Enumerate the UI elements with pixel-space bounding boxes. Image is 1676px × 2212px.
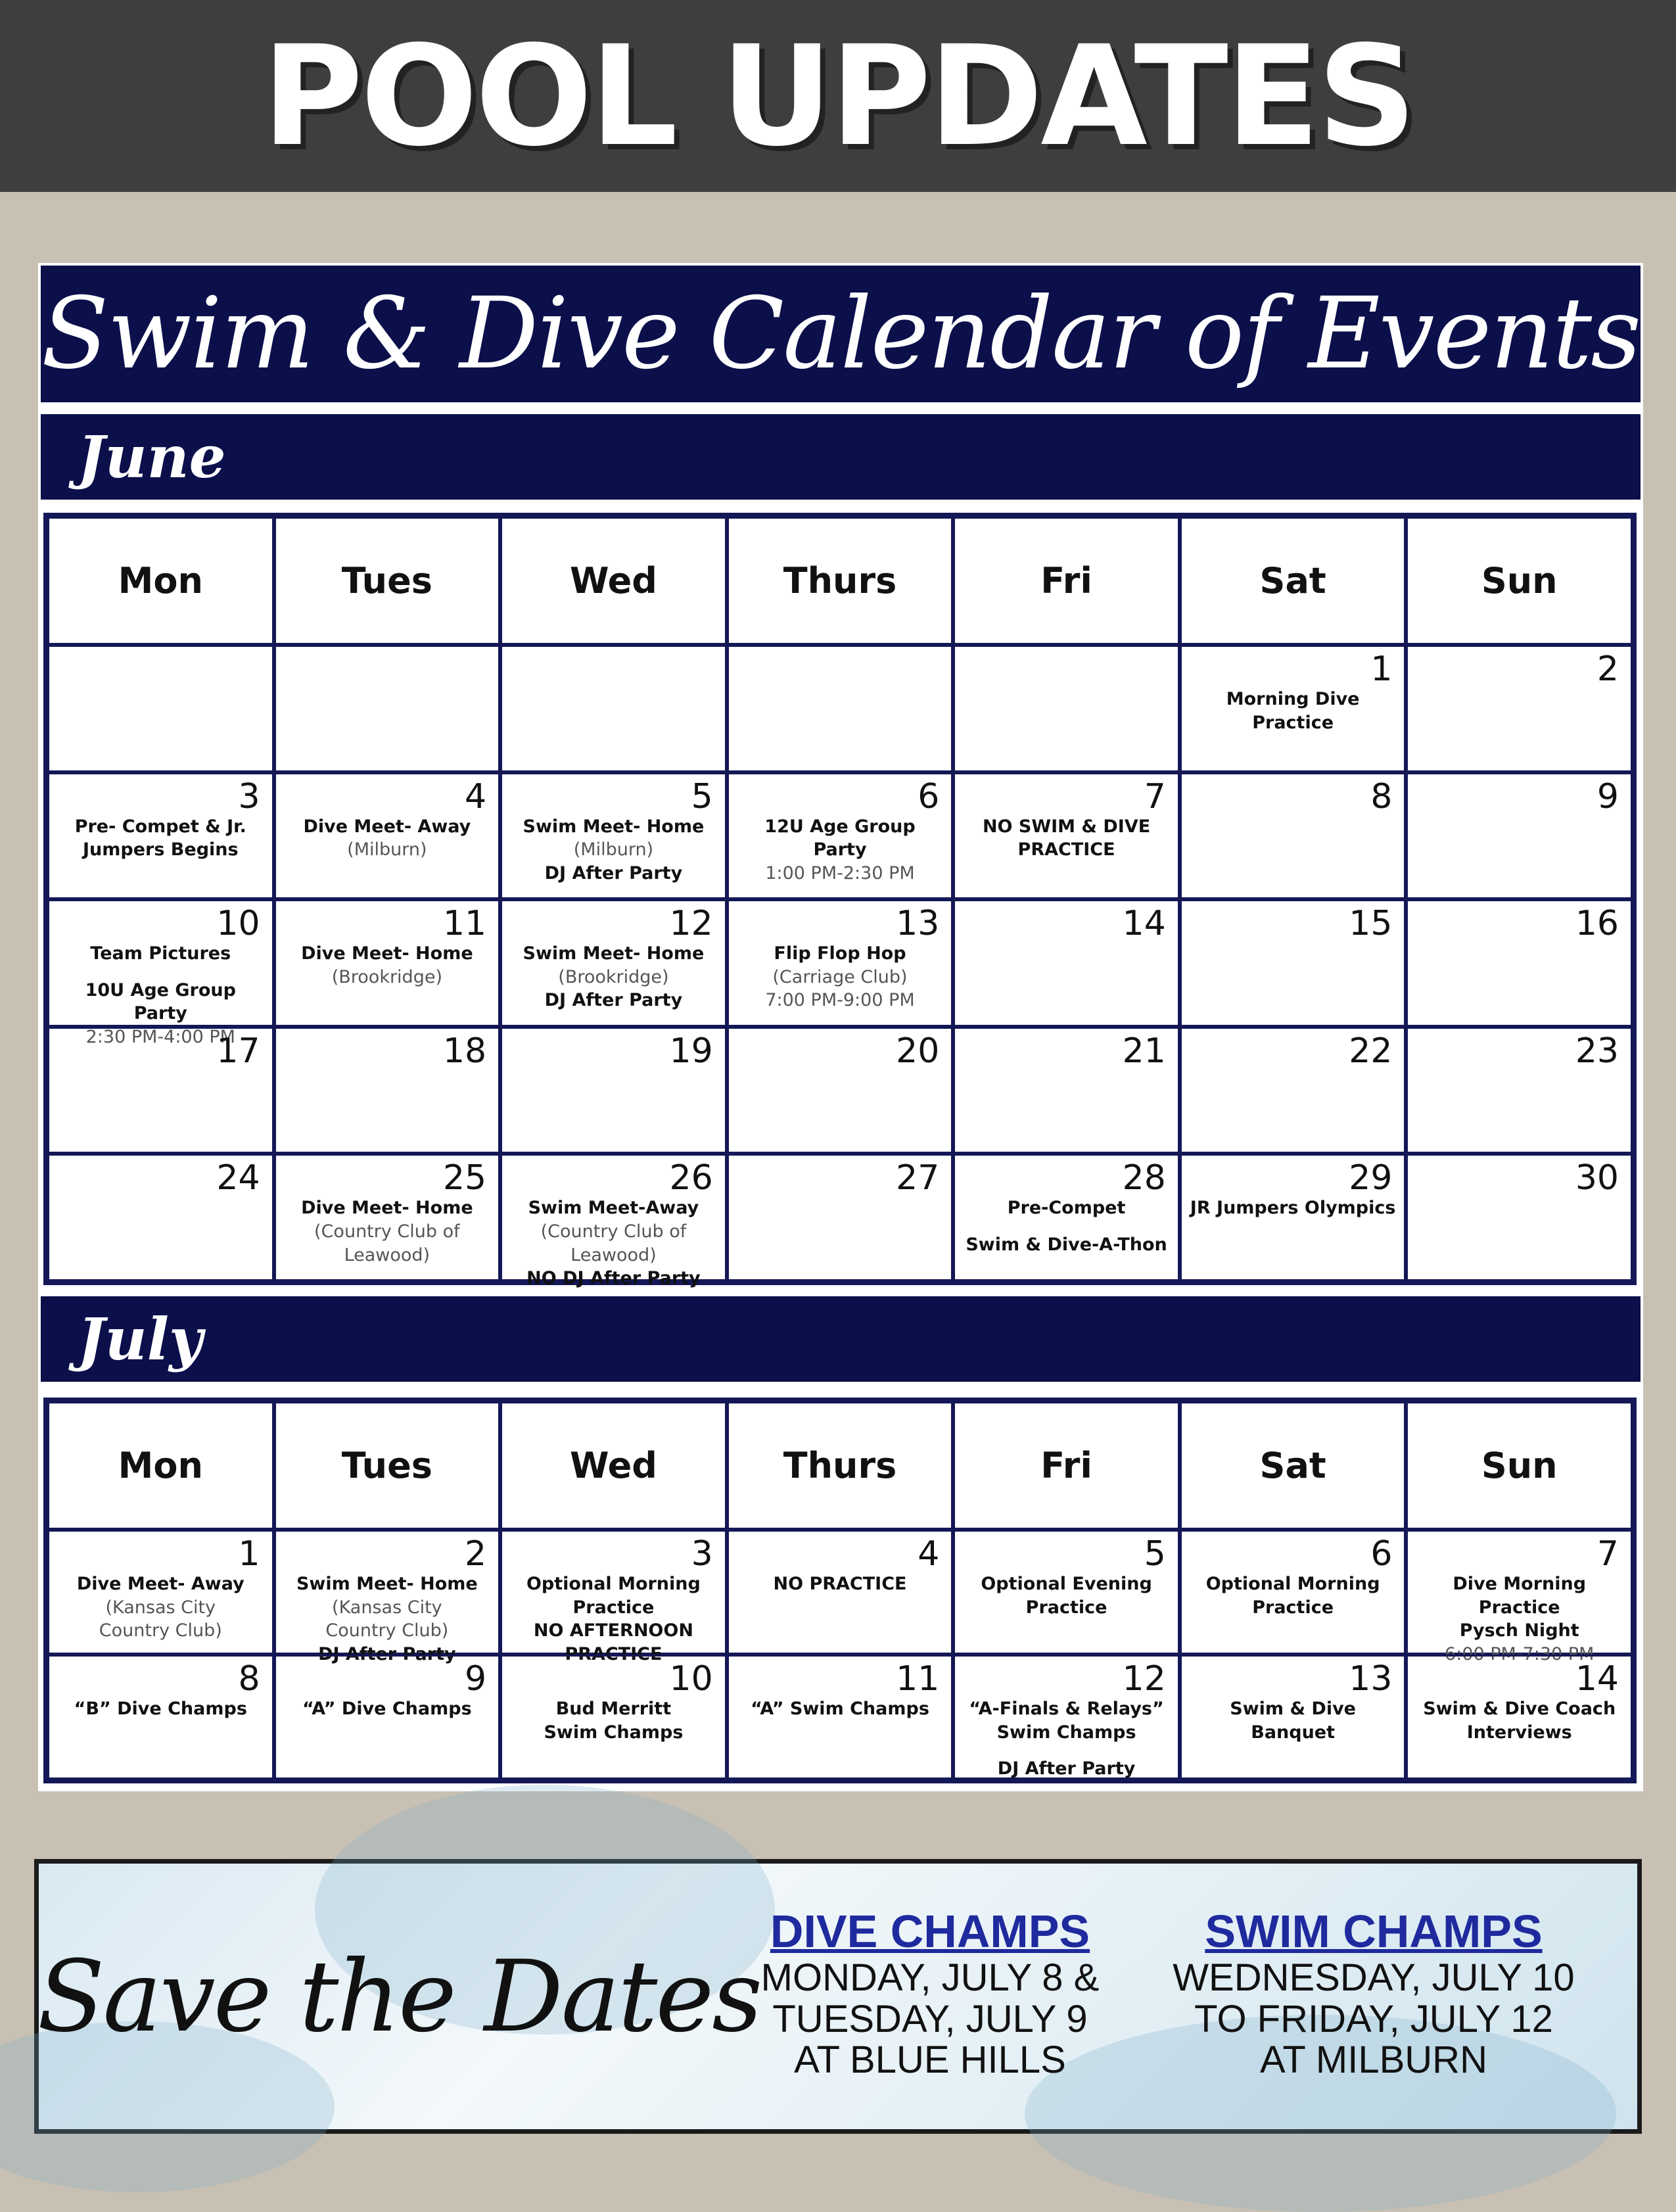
- calendar-day-cell: [274, 1154, 501, 1281]
- day-number: 4: [465, 776, 487, 816]
- event-text: Dive Meet- Home: [301, 1198, 473, 1219]
- event-text: Optional Morning: [526, 1574, 701, 1594]
- event-list: [1188, 688, 1398, 734]
- event-text: 12U Age Group Party: [764, 816, 916, 860]
- event-text: Swim Champs: [996, 1722, 1136, 1743]
- day-number: 25: [442, 1158, 487, 1198]
- day-number: 10: [216, 904, 260, 944]
- calendar-day-cell: [500, 1154, 727, 1289]
- june-calendar-grid: [43, 513, 1637, 1289]
- calendar-day-cell: [953, 1655, 1180, 1779]
- calendar-day-cell: [47, 772, 274, 900]
- day-number: 13: [896, 904, 940, 944]
- event-text: Swim Meet- Home: [523, 816, 705, 837]
- event-text: Team Pictures: [90, 943, 231, 964]
- event-text: DJ After Party: [544, 990, 683, 1011]
- event-list: [735, 942, 945, 1012]
- event-text: DJ After Party: [997, 1758, 1136, 1779]
- event-list: [1414, 1697, 1624, 1744]
- day-number: 20: [896, 1031, 940, 1071]
- calendar-day-cell: [47, 1027, 274, 1154]
- event-text: Swim & Dive: [1230, 1699, 1356, 1719]
- day-number: 12: [669, 904, 713, 944]
- day-number: 6: [918, 776, 940, 816]
- calendar-day-cell: [274, 1655, 501, 1779]
- event-text: 6:00 PM-7:30 PM: [1445, 1643, 1595, 1664]
- calendar-day-cell: [1180, 1154, 1407, 1281]
- event-text: Practice: [1252, 1597, 1334, 1618]
- july-label: July: [78, 1305, 203, 1373]
- event-text: Dive Meet- Away: [76, 1574, 244, 1594]
- event-text: (Milburn): [347, 839, 427, 860]
- day-number: 28: [1122, 1158, 1166, 1198]
- day-number: 9: [1596, 776, 1619, 816]
- calendar-day-cell: [953, 1154, 1180, 1281]
- calendar-day-cell: [1180, 1655, 1407, 1779]
- event-text: PRACTICE: [1017, 839, 1115, 860]
- calendar-day-cell: [1180, 1027, 1407, 1154]
- day-header-mon: Mon: [47, 517, 274, 645]
- page-title: POOL UPDATES: [262, 15, 1414, 177]
- calendar-day-cell: [274, 1027, 501, 1154]
- swim-champs-line: WEDNESDAY, JULY 10: [1173, 1956, 1575, 1999]
- day-number: 14: [1575, 1659, 1619, 1699]
- calendar-day-cell: [47, 899, 274, 1048]
- calendar-day-cell: [47, 645, 274, 772]
- day-number: 21: [1122, 1031, 1166, 1071]
- event-text: Leawood): [570, 1244, 657, 1265]
- event-text: NO DJ After Party: [526, 1268, 701, 1289]
- day-number: 2: [1596, 649, 1619, 689]
- event-text: Dive Meet- Away: [303, 816, 471, 837]
- event-text: (Brookridge): [331, 966, 442, 987]
- event-list: [509, 1697, 718, 1744]
- event-text: DJ After Party: [544, 862, 683, 883]
- day-number: 29: [1349, 1158, 1393, 1198]
- event-text: Bud Merritt: [555, 1699, 672, 1719]
- calendar-day-cell: [953, 1027, 1180, 1154]
- calendar-day-cell: [953, 772, 1180, 900]
- calendar-day-cell: [953, 899, 1180, 1027]
- event-text: Morning Dive Practice: [1226, 689, 1360, 733]
- event-text: Dive Morning Practice: [1453, 1574, 1587, 1618]
- event-list: [1188, 1572, 1398, 1619]
- calendar-day-cell: [500, 645, 727, 772]
- day-number: 12: [1122, 1659, 1166, 1699]
- day-number: 15: [1349, 904, 1393, 944]
- event-text: Optional Morning: [1205, 1574, 1380, 1594]
- day-header-thurs: Thurs: [727, 517, 954, 645]
- calendar-day-cell: [953, 645, 1180, 772]
- event-text: (Kansas City: [332, 1597, 442, 1618]
- event-list: [509, 815, 718, 885]
- day-number: 23: [1575, 1031, 1619, 1071]
- day-number: 17: [216, 1031, 260, 1071]
- day-number: 1: [238, 1534, 260, 1574]
- day-header-tues: Tues: [274, 1401, 501, 1530]
- day-number: 13: [1349, 1659, 1393, 1699]
- day-header-sun: Sun: [1406, 517, 1633, 645]
- dive-champs-line: AT BLUE HILLS: [794, 2038, 1066, 2082]
- day-number: 1: [1370, 649, 1393, 689]
- event-list: [962, 1697, 1171, 1781]
- event-text: “A-Finals & Relays”: [969, 1699, 1164, 1719]
- calendar-day-cell: [1180, 1530, 1407, 1655]
- day-header-sat: Sat: [1180, 1401, 1407, 1530]
- day-number: 10: [669, 1659, 713, 1699]
- calendar-day-cell: [500, 1655, 727, 1779]
- event-text: NO AFTERNOON: [533, 1620, 693, 1641]
- day-number: 7: [1596, 1534, 1619, 1574]
- event-text: Swim Champs: [544, 1722, 684, 1743]
- swim-champs-line: AT MILBURN: [1260, 2038, 1487, 2082]
- event-list: [283, 1697, 492, 1721]
- day-number: 7: [1144, 776, 1166, 816]
- event-text: Pre- Compet & Jr.: [74, 816, 246, 837]
- event-text: PRACTICE: [565, 1643, 663, 1664]
- calendar-day-cell: [1406, 1655, 1633, 1779]
- event-text: 2:30 PM-4:00 PM: [85, 1027, 235, 1048]
- event-text: (Kansas City: [105, 1597, 216, 1618]
- event-text: “A” Swim Champs: [751, 1699, 929, 1719]
- swim-champs-line: TO FRIDAY, JULY 12: [1194, 1997, 1553, 2040]
- day-number: 5: [691, 776, 713, 816]
- calendar-day-cell: [500, 1530, 727, 1664]
- day-header-mon: Mon: [47, 1401, 274, 1530]
- event-list: [735, 1572, 945, 1596]
- event-text: Swim Meet-Away: [528, 1198, 699, 1219]
- calendar-day-cell: [1406, 772, 1633, 900]
- day-number: 26: [669, 1158, 713, 1198]
- dive-champs-block: [716, 1905, 1144, 2081]
- calendar-day-cell: [500, 772, 727, 900]
- day-header-fri: Fri: [953, 517, 1180, 645]
- event-text: (Milburn): [573, 839, 654, 860]
- day-number: 8: [1370, 776, 1393, 816]
- calendar-day-cell: [274, 645, 501, 772]
- calendar-day-cell: [500, 1027, 727, 1154]
- event-text: Banquet: [1251, 1722, 1336, 1743]
- event-text: Leawood): [344, 1244, 431, 1265]
- dive-champs-heading: DIVE CHAMPS: [770, 1906, 1090, 1957]
- event-list: [56, 815, 266, 862]
- calendar-day-cell: [47, 1154, 274, 1281]
- calendar-day-cell: [1406, 899, 1633, 1027]
- event-text: 7:00 PM-9:00 PM: [765, 990, 915, 1011]
- day-header-fri: Fri: [953, 1401, 1180, 1530]
- dive-champs-line: TUESDAY, JULY 9: [772, 1997, 1088, 2040]
- event-list: [509, 1196, 718, 1290]
- day-number: 18: [442, 1031, 487, 1071]
- calendar-day-cell: [1180, 645, 1407, 772]
- event-list: [283, 1572, 492, 1666]
- calendar-day-cell: [47, 1655, 274, 1779]
- event-text: Swim & Dive-A-Thon: [966, 1235, 1167, 1256]
- event-text: Dive Meet- Home: [301, 943, 473, 964]
- calendar-day-cell: [727, 1027, 954, 1154]
- event-text: Interviews: [1466, 1722, 1572, 1743]
- event-list: [509, 942, 718, 1012]
- june-label: June: [78, 423, 226, 491]
- save-the-dates-title: Save the Dates: [37, 1940, 761, 2054]
- calendar-day-cell: [1406, 1154, 1633, 1281]
- day-number: 30: [1575, 1158, 1619, 1198]
- event-text: Flip Flop Hop: [774, 943, 906, 964]
- calendar-day-cell: [727, 1530, 954, 1655]
- event-list: [962, 1572, 1171, 1619]
- event-text: Country Club): [99, 1620, 222, 1641]
- calendar-day-cell: [500, 899, 727, 1027]
- event-text: “A” Dive Champs: [302, 1699, 472, 1719]
- event-list: [283, 815, 492, 862]
- day-number: 4: [918, 1534, 940, 1574]
- event-text: Swim & Dive Coach: [1423, 1699, 1616, 1719]
- calendar-day-cell: [1406, 1027, 1633, 1154]
- event-text: DJ After Party: [318, 1643, 456, 1664]
- event-list: [283, 942, 492, 989]
- event-text: Pre-Compet: [1007, 1198, 1126, 1219]
- event-list: [56, 1572, 266, 1643]
- event-text: (Brookridge): [558, 966, 669, 987]
- swim-champs-block: [1150, 1905, 1597, 2081]
- event-text: Practice: [572, 1597, 655, 1618]
- calendar-day-cell: [274, 1530, 501, 1664]
- day-number: 22: [1349, 1031, 1393, 1071]
- event-text: NO SWIM & DIVE: [982, 816, 1151, 837]
- day-number: 2: [465, 1534, 487, 1574]
- event-list: [962, 1196, 1171, 1256]
- day-number: 27: [896, 1158, 940, 1198]
- calendar-day-cell: [47, 1530, 274, 1655]
- day-number: 11: [442, 904, 487, 944]
- calendar-day-cell: [727, 645, 954, 772]
- july-calendar-grid: [43, 1398, 1637, 1783]
- calendar-day-cell: [1406, 645, 1633, 772]
- event-text: (Country Club of: [540, 1221, 687, 1242]
- day-number: 5: [1144, 1534, 1166, 1574]
- event-text: JR Jumpers Olympics: [1190, 1198, 1396, 1219]
- event-list: [283, 1196, 492, 1267]
- day-number: 9: [465, 1659, 487, 1699]
- swim-champs-heading: SWIM CHAMPS: [1205, 1906, 1543, 1957]
- event-text: Swim Meet- Home: [523, 943, 705, 964]
- event-text: “B” Dive Champs: [74, 1699, 247, 1719]
- calendar-day-cell: [274, 772, 501, 900]
- event-text: NO PRACTICE: [773, 1574, 907, 1594]
- event-list: [1188, 1196, 1398, 1220]
- event-text: Optional Evening: [981, 1574, 1152, 1594]
- calendar-day-cell: [727, 1655, 954, 1779]
- day-header-sun: Sun: [1406, 1401, 1633, 1530]
- calendar-day-cell: [727, 1154, 954, 1281]
- event-list: [1188, 1697, 1398, 1744]
- event-text: Jumpers Begins: [82, 839, 239, 860]
- calendar-day-cell: [953, 1530, 1180, 1655]
- dive-champs-line: MONDAY, JULY 8 &: [760, 1956, 1100, 1999]
- day-header-tues: Tues: [274, 517, 501, 645]
- event-list: [1414, 1572, 1624, 1666]
- calendar-day-cell: [274, 899, 501, 1027]
- event-text: Practice: [1025, 1597, 1107, 1618]
- day-number: 8: [238, 1659, 260, 1699]
- day-number: 24: [216, 1158, 260, 1198]
- day-number: 14: [1122, 904, 1166, 944]
- event-text: 10U Age Group Party: [85, 979, 236, 1024]
- event-text: (Country Club of: [314, 1221, 460, 1242]
- calendar-day-cell: [1180, 772, 1407, 900]
- day-header-wed: Wed: [500, 1401, 727, 1530]
- day-number: 16: [1575, 904, 1619, 944]
- event-text: (Carriage Club): [772, 966, 908, 987]
- event-list: [962, 815, 1171, 862]
- day-header-sat: Sat: [1180, 517, 1407, 645]
- event-text: Country Club): [325, 1620, 449, 1641]
- day-number: 11: [896, 1659, 940, 1699]
- calendar-day-cell: [727, 899, 954, 1027]
- day-number: 3: [238, 776, 260, 816]
- event-text: Pysch Night: [1459, 1620, 1579, 1641]
- day-number: 3: [691, 1534, 713, 1574]
- day-number: 6: [1370, 1534, 1393, 1574]
- day-header-thurs: Thurs: [727, 1401, 954, 1530]
- event-text: 1:00 PM-2:30 PM: [765, 862, 915, 883]
- day-header-wed: Wed: [500, 517, 727, 645]
- calendar-day-cell: [727, 772, 954, 900]
- calendar-day-cell: [1406, 1530, 1633, 1664]
- event-text: Swim Meet- Home: [296, 1574, 478, 1594]
- day-number: 19: [669, 1031, 713, 1071]
- event-list: [56, 1697, 266, 1721]
- event-list: [735, 815, 945, 885]
- calendar-title: Swim & Dive Calendar of Events: [41, 277, 1641, 391]
- calendar-day-cell: [1180, 899, 1407, 1027]
- event-list: [735, 1697, 945, 1721]
- event-list: [509, 1572, 718, 1666]
